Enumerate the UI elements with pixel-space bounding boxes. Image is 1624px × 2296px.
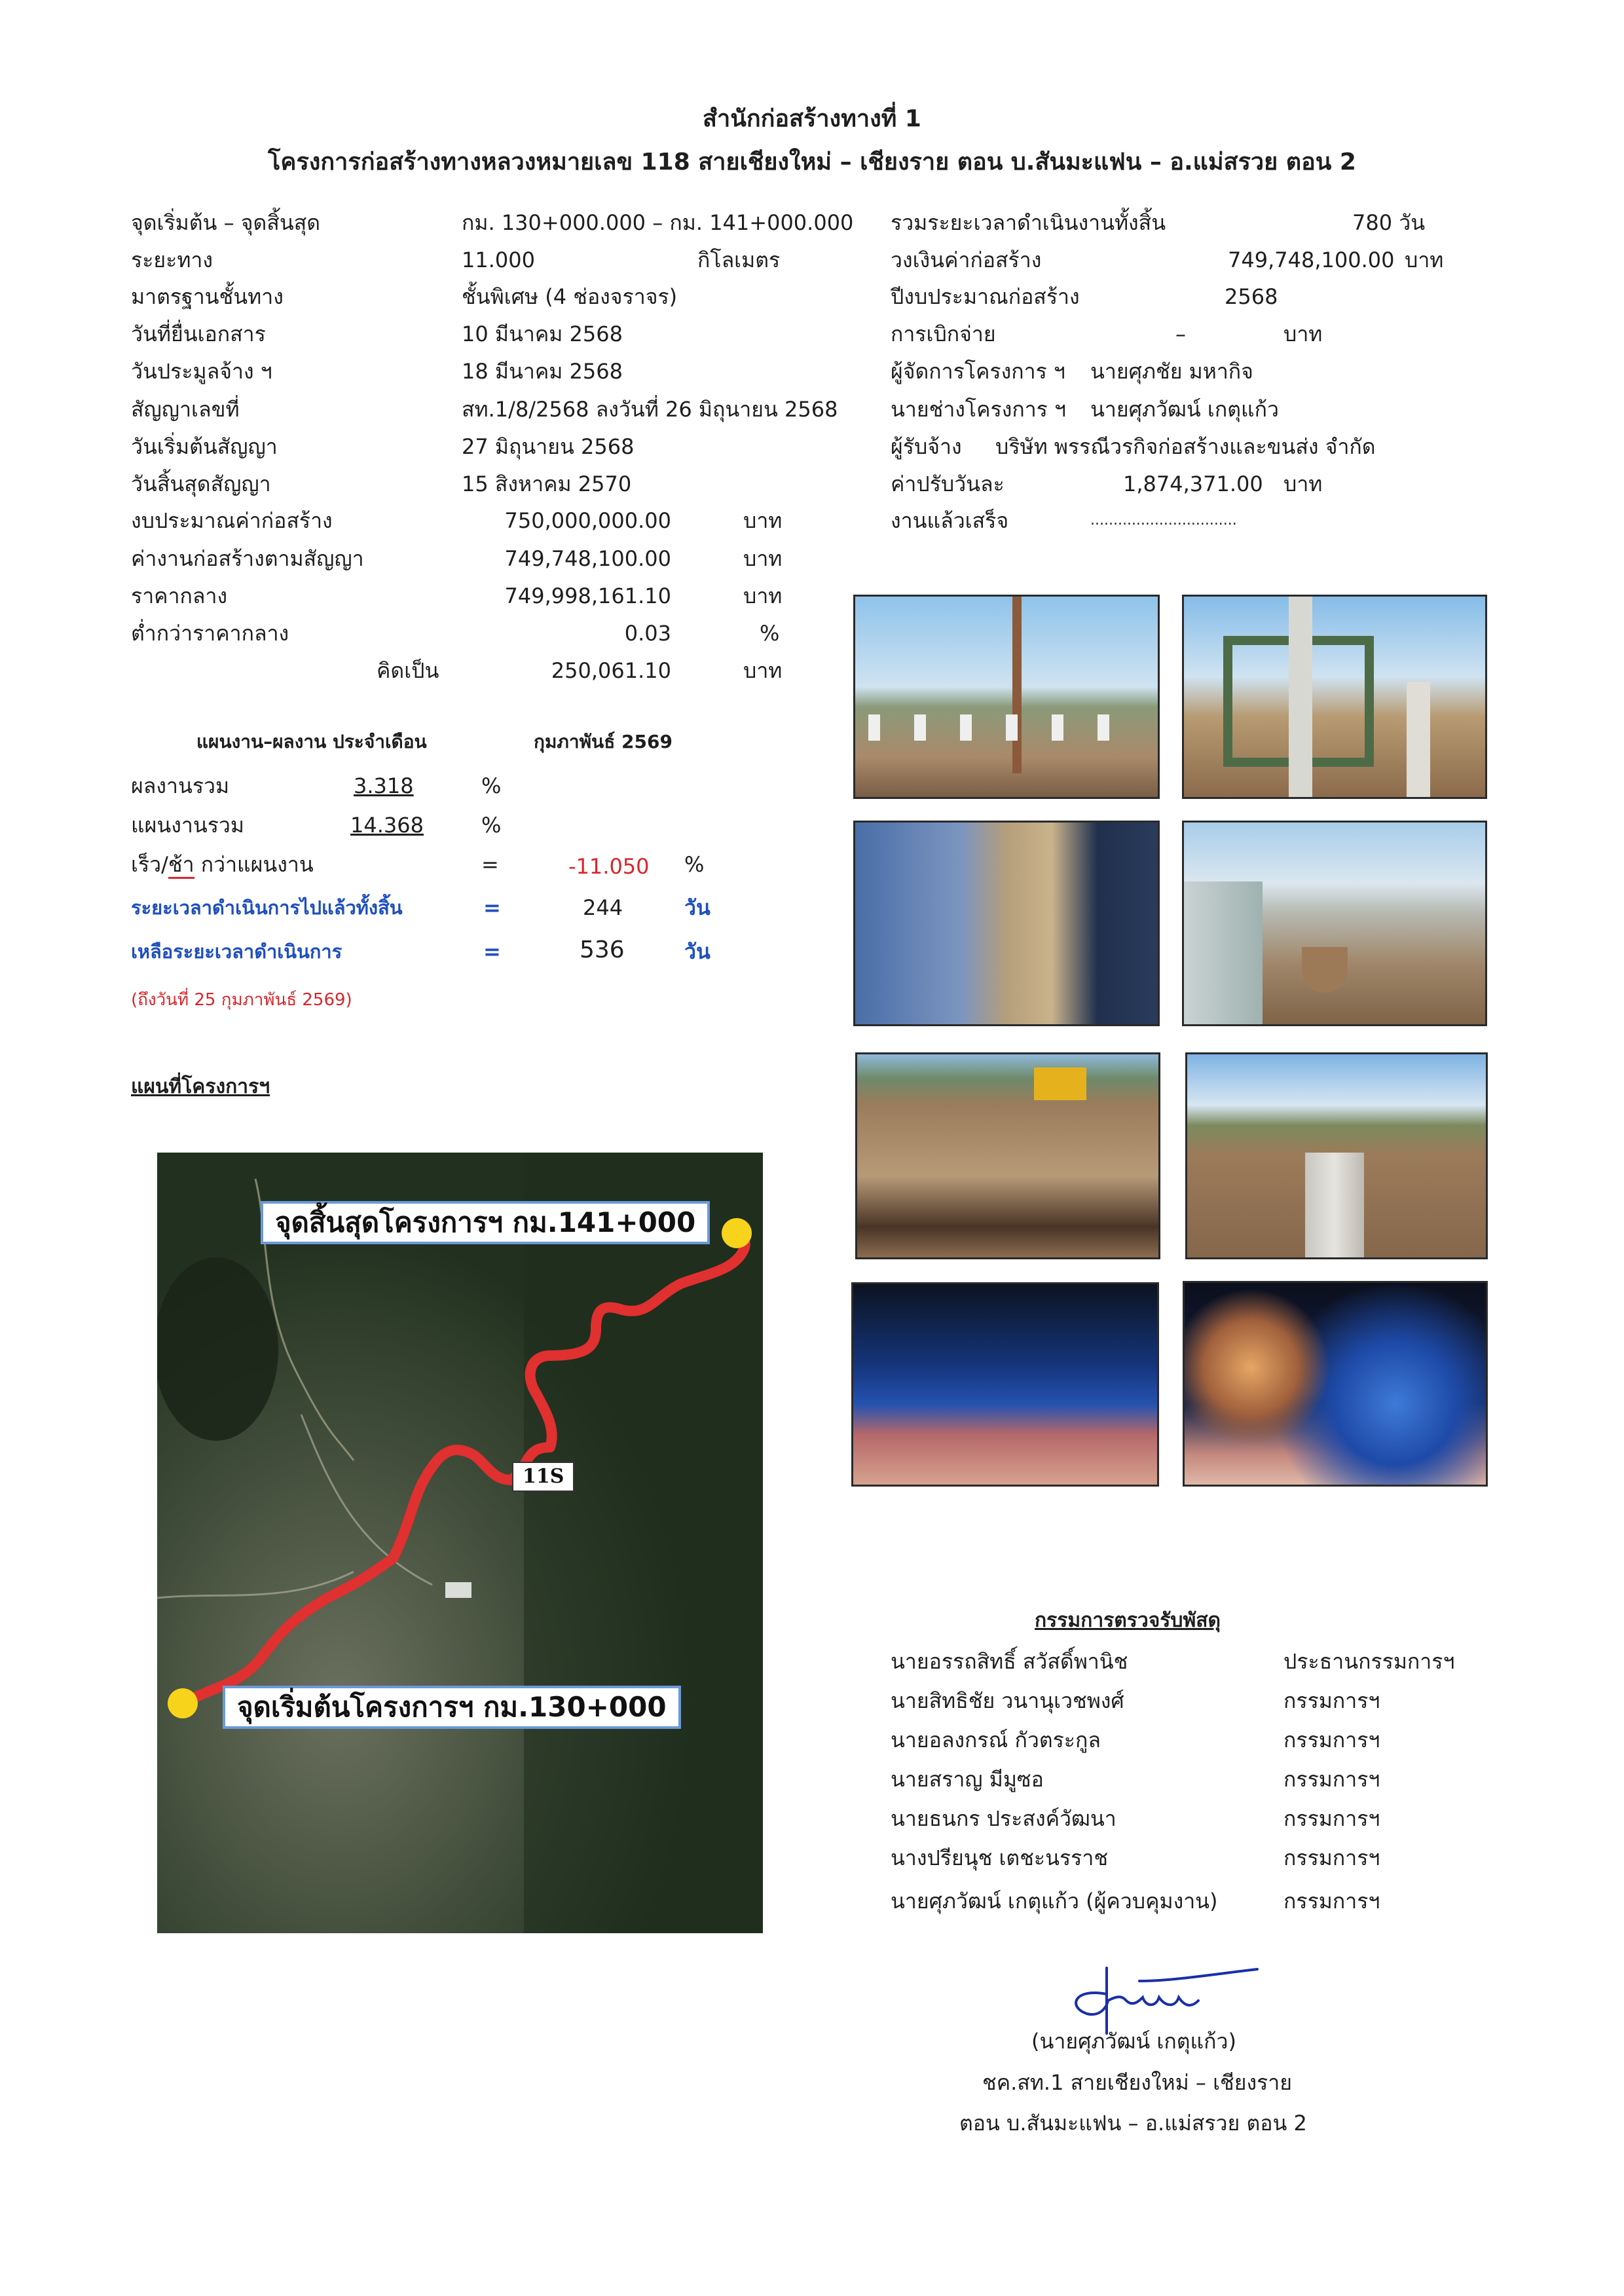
label-daily-fine: ค่าปรับวันละ [891,472,1005,496]
label-project-manager: ผู้จัดการโครงการ ฯ [891,359,1065,384]
label-equals: คิดเป็น [377,658,439,683]
label-contractor: ผู้รับจ้าง [891,434,962,459]
committee-member-role: กรรมการฯ [1283,1728,1380,1752]
value-contractor: บริษัท พรรณีวรกิจก่อสร้างและขนส่ง จำกัด [995,434,1376,459]
label-actual: ผลงานรวม [131,773,230,798]
start-point-label: จุดเริ่มต้นโครงการฯ กม.130+000 [223,1686,681,1729]
eq-remaining: = [483,939,501,964]
committee-member-role: ประธานกรรมการฯ [1283,1649,1455,1674]
photo-pile-driving-2 [1182,595,1487,799]
committee-member-role: กรรมการฯ [1283,1767,1380,1792]
photo-rebar-cage [853,821,1160,1026]
label-variance-rest: กว่าแผนงาน [194,852,314,877]
committee-heading: กรรมการตรวจรับพัสดุ [1035,1609,1221,1632]
photo-concrete-pile [1289,597,1312,797]
value-below-median: 0.03 [624,621,671,646]
value-daily-fine: 1,874,371.00 [1123,472,1263,496]
committee-member-role: กรรมการฯ [1283,1688,1380,1713]
unit-equals: บาท [743,658,783,683]
unit-distance: กิโลเมตร [697,248,781,272]
photo-crane-mast [1012,597,1022,773]
photo-concrete-pour [1182,821,1487,1026]
photo-concrete-bucket [1302,947,1348,993]
label-contract-value: ค่างานก่อสร้างตามสัญญา [131,546,364,571]
end-point-marker-icon [722,1218,752,1248]
value-variance: -11.050 [568,854,650,879]
value-planned: 14.368 [350,813,424,838]
label-start-end: จุดเริ่มต้น – จุดสิ้นสุด [131,210,320,235]
label-disbursement: การเบิกจ่าย [891,322,996,346]
signature-stroke [1076,1968,1257,2033]
value-start-end: กม. 130+000.000 – กม. 141+000.000 [462,210,854,235]
label-contract-end: วันสิ้นสุดสัญญา [131,472,271,496]
unit-contract-value: บาท [743,546,783,571]
value-actual: 3.318 [354,773,414,798]
photo-drainage-pipe [1185,1052,1488,1259]
value-median-price: 749,998,161.10 [504,583,671,608]
label-remaining: เหลือระยะเวลาดำเนินการ [131,940,342,963]
photo-excavator [1034,1067,1086,1100]
unit-planned: % [481,813,502,838]
signer-name: (นายศุภวัฒน์ เกตุแก้ว) [1031,2029,1236,2054]
project-title: โครงการก่อสร้างทางหลวงหมายเลข 118 สายเชียงใหม่ – เชียงราย ตอน บ.สันมะแฟน – อ.แม่สรวย ตอน 2 [268,149,1356,176]
end-point-label: จุดสิ้นสุดโครงการฯ กม.141+000 [261,1201,710,1244]
project-map [157,1153,763,1933]
value-completed: ................................ [1090,512,1237,528]
photo-pipe [1305,1153,1364,1257]
committee-member-role: กรรมการฯ [1283,1889,1380,1914]
label-standard: มาตรฐานชั้นทาง [131,284,284,309]
route-number-badge: 11S [512,1462,574,1492]
unit-construction-amount: บาท [1405,248,1444,272]
label-variance-fast: เร็ว/ [131,852,168,877]
value-budget: 750,000,000.00 [504,508,671,533]
committee-member-name: นายธนกร ประสงค์วัฒนา [891,1806,1116,1831]
value-construction-amount: 749,748,100.00 [1228,248,1395,272]
committee-member-name: นางปรียนุช เตชะนรราช [891,1845,1109,1870]
unit-elapsed: วัน [684,895,710,920]
value-elapsed: 244 [583,895,623,920]
photo-piles [868,714,1143,741]
unit-budget: บาท [743,508,783,533]
value-project-manager: นายศุภชัย มหากิจ [1090,359,1253,384]
value-standard: ชั้นพิเศษ (4 ช่องจราจร) [462,284,678,309]
unit-disbursement: บาท [1283,322,1323,346]
photo-trench-excavation [855,1052,1160,1259]
unit-median-price: บาท [743,583,783,608]
value-contract-value: 749,748,100.00 [504,546,671,571]
photo-night-lights-1 [851,1282,1159,1487]
label-planned: แผนงานรวม [131,813,244,838]
label-variance-slow: ช้า [168,852,194,879]
value-remaining: 536 [580,936,625,963]
label-contract-start: วันเริ่มต้นสัญญา [131,434,278,459]
label-total-duration: รวมระยะเวลาดำเนินงานทั้งสิ้น [891,210,1166,235]
label-bid-date: วันประมูลจ้าง ฯ [131,359,272,384]
value-contract-no: สท.1/8/2568 ลงวันที่ 26 มิถุนายน 2568 [462,397,838,422]
progress-month: กุมภาพันธ์ 2569 [534,731,673,752]
eq-variance: = [481,852,499,877]
label-distance: ระยะทาง [131,248,213,272]
label-below-median: ต่ำกว่าราคากลาง [131,621,289,646]
unit-below-median: % [760,621,780,646]
value-fiscal-year: 2568 [1225,284,1278,309]
value-total-duration: 780 วัน [1352,210,1426,235]
label-variance [131,851,314,878]
unit-remaining: วัน [684,939,710,964]
photo-concrete-pile [1407,682,1430,797]
label-construction-amount: วงเงินค่าก่อสร้าง [891,248,1042,272]
unit-daily-fine: บาท [1283,472,1323,496]
value-project-engineer: นายศุภวัฒน์ เกตุแก้ว [1090,397,1279,422]
label-budget: งบประมาณค่าก่อสร้าง [131,508,333,533]
as-of-date: (ถึงวันที่ 25 กุมภาพันธ์ 2569) [131,990,352,1010]
committee-member-role: กรรมการฯ [1283,1806,1380,1831]
photo-road-barrier [1184,881,1263,1026]
unit-variance: % [684,852,705,877]
signer-position: ชค.สท.1 สายเชียงใหม่ – เชียงราย [982,2070,1292,2095]
label-elapsed: ระยะเวลาดำเนินการไปแล้วทั้งสิ้น [131,897,403,919]
unit-actual: % [481,773,502,798]
map-reservoir [157,1257,278,1441]
progress-heading: แผนงาน–ผลงาน ประจำเดือน [196,731,427,752]
eq-elapsed: = [483,895,501,920]
label-median-price: ราคากลาง [131,583,228,608]
map-building [445,1582,471,1598]
committee-member-name: นายสราญ มีมูซอ [891,1767,1044,1792]
label-project-engineer: นายช่างโครงการ ฯ [891,397,1066,422]
committee-member-name: นายอลงกรณ์ กัวตระกูล [891,1728,1101,1752]
label-contract-no: สัญญาเลขที่ [131,397,240,422]
label-fiscal-year: ปีงบประมาณก่อสร้าง [891,284,1080,309]
office-title: สำนักก่อสร้างทางที่ 1 [703,105,921,132]
value-contract-end: 15 สิงหาคม 2570 [462,472,632,496]
committee-member-name: นายศุภวัฒน์ เกตุแก้ว (ผู้ควบคุมงาน) [891,1889,1218,1914]
value-disbursement: – [1175,322,1186,346]
label-submit-date: วันที่ยื่นเอกสาร [131,322,266,346]
label-completed: งานแล้วเสร็จ [891,508,1009,533]
committee-member-role: กรรมการฯ [1283,1845,1380,1870]
signer-section: ตอน บ.สันมะแฟน – อ.แม่สรวย ตอน 2 [959,2111,1307,2136]
value-equals: 250,061.10 [551,658,671,683]
value-contract-start: 27 มิถุนายน 2568 [462,434,635,459]
committee-member-name: นายอรรถสิทธิ์ สวัสดิ์พานิช [891,1649,1128,1674]
satellite-map-image [157,1153,763,1933]
map-heading: แผนที่โครงการฯ [131,1075,270,1098]
committee-member-name: นายสิทธิชัย วนานุเวชพงศ์ [891,1688,1124,1713]
value-submit-date: 10 มีนาคม 2568 [462,322,623,346]
value-bid-date: 18 มีนาคม 2568 [462,359,623,384]
photo-pile-driving-1 [853,595,1160,799]
start-point-marker-icon [168,1688,198,1718]
photo-night-lights-2 [1183,1281,1488,1487]
value-distance: 11.000 [462,248,535,272]
